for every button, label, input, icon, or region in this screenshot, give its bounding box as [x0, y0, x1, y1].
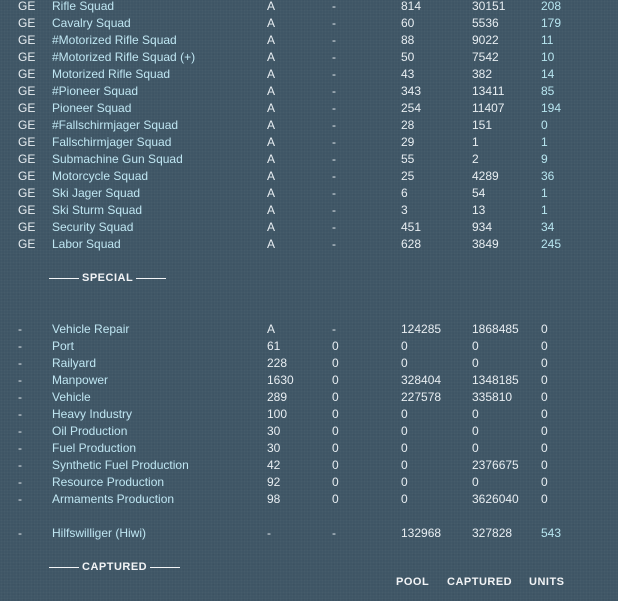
pool-cell: 0 — [401, 356, 408, 370]
exp-cell: 42 — [267, 458, 281, 472]
unit-name-cell: Synthetic Fuel Production — [52, 458, 189, 472]
captured-cell: 54 — [472, 186, 486, 200]
pool-cell: 0 — [401, 424, 408, 438]
table-row[interactable] — [0, 338, 618, 355]
unit-name-cell: Fallschirmjager Squad — [52, 135, 172, 149]
captured-cell: 3849 — [472, 237, 499, 251]
pool-cell: 328404 — [401, 373, 442, 387]
units-cell: 0 — [541, 407, 548, 421]
exp-cell: A — [267, 0, 276, 13]
captured-cell: 0 — [472, 339, 479, 353]
units-cell: 208 — [541, 0, 562, 13]
nation-cell: GE — [18, 186, 36, 200]
unit-name-cell: Manpower — [52, 373, 109, 387]
exp-cell: 289 — [267, 390, 288, 404]
captured-cell: 0 — [472, 441, 479, 455]
table-row[interactable] — [0, 236, 618, 253]
pool-cell: 29 — [401, 135, 415, 149]
captured-cell: 3626040 — [472, 492, 519, 506]
nation-cell: GE — [18, 84, 36, 98]
table-row[interactable] — [0, 491, 618, 508]
unit-name-cell: #Pioneer Squad — [52, 84, 139, 98]
f4-cell: 0 — [332, 492, 339, 506]
spacer — [0, 508, 618, 525]
unit-name-cell: Oil Production — [52, 424, 128, 438]
exp-cell: 61 — [267, 339, 281, 353]
units-cell: 9 — [541, 152, 548, 166]
units-cell: 194 — [541, 101, 562, 115]
units-cell: 179 — [541, 16, 562, 30]
special-heading-row — [0, 270, 618, 287]
captured-heading-row — [0, 559, 618, 576]
unit-name-cell: Armaments Production — [52, 492, 175, 506]
f4-cell: 0 — [332, 441, 339, 455]
unit-name-cell: Hilfswilliger (Hiwi) — [52, 526, 146, 540]
f4-cell: - — [332, 322, 336, 336]
exp-cell: A — [267, 237, 276, 251]
units-cell: 1 — [541, 203, 548, 217]
pool-cell: 343 — [401, 84, 422, 98]
f4-cell: - — [332, 84, 336, 98]
exp-cell: A — [267, 118, 276, 132]
special-section-title: SPECIAL — [46, 270, 169, 287]
pool-cell: 6 — [401, 186, 408, 200]
f4-cell: - — [332, 67, 336, 81]
exp-cell: A — [267, 101, 276, 115]
captured-cell: 0 — [472, 475, 479, 489]
table-row[interactable] — [0, 423, 618, 440]
f4-cell: - — [332, 220, 336, 234]
table-row[interactable] — [0, 474, 618, 491]
nation-cell: GE — [18, 169, 36, 183]
exp-cell: A — [267, 169, 276, 183]
units-cell: 0 — [541, 373, 548, 387]
table-row[interactable] — [0, 440, 618, 457]
table-row[interactable] — [0, 49, 618, 66]
pool-cell: 0 — [401, 339, 408, 353]
captured-cell: 0 — [472, 356, 479, 370]
nation-cell: - — [18, 356, 22, 370]
f4-cell: 0 — [332, 424, 339, 438]
exp-cell: 228 — [267, 356, 288, 370]
exp-cell: A — [267, 33, 276, 47]
captured-cell: 7542 — [472, 50, 499, 64]
special-rows — [0, 321, 618, 508]
pool-cell: 0 — [401, 458, 408, 472]
f4-cell: - — [332, 203, 336, 217]
f4-cell: - — [332, 186, 336, 200]
units-cell: 543 — [541, 526, 562, 540]
table-row[interactable] — [0, 0, 618, 15]
nation-cell: GE — [18, 101, 36, 115]
table-row[interactable] — [0, 100, 618, 117]
units-cell: 0 — [541, 492, 548, 506]
unit-name-cell: Submachine Gun Squad — [52, 152, 183, 166]
table-row[interactable] — [0, 151, 618, 168]
pool-cell: 55 — [401, 152, 415, 166]
f4-cell: 0 — [332, 407, 339, 421]
pool-cell: 0 — [401, 492, 408, 506]
captured-cell: 934 — [472, 220, 493, 234]
pool-cell: 25 — [401, 169, 415, 183]
table-row[interactable] — [0, 389, 618, 406]
nation-cell: - — [18, 526, 22, 540]
captured-cell: 13411 — [472, 84, 505, 98]
pool-cell: 227578 — [401, 390, 442, 404]
pool-cell: 28 — [401, 118, 415, 132]
f4-cell: - — [332, 0, 336, 13]
captured-cell: 11407 — [472, 101, 505, 115]
exp-cell: - — [267, 526, 271, 540]
spacer — [0, 304, 618, 321]
captured-cell: 0 — [472, 424, 479, 438]
f4-cell: 0 — [332, 356, 339, 370]
table-row[interactable] — [0, 372, 618, 389]
units-cell: 1 — [541, 186, 548, 200]
pool-column-header: POOL — [396, 576, 430, 588]
exp-cell: A — [267, 67, 276, 81]
pool-cell: 451 — [401, 220, 422, 234]
nation-cell: - — [18, 339, 22, 353]
captured-cell: 1 — [472, 135, 479, 149]
pool-cell: 60 — [401, 16, 415, 30]
table-row[interactable] — [0, 406, 618, 423]
units-cell: 0 — [541, 424, 548, 438]
unit-name-cell: #Fallschirmjager Squad — [52, 118, 179, 132]
captured-cell: 30151 — [472, 0, 506, 13]
units-cell: 0 — [541, 475, 548, 489]
exp-cell: A — [267, 50, 276, 64]
f4-cell: - — [332, 152, 336, 166]
exp-cell: A — [267, 322, 276, 336]
units-cell: 10 — [541, 50, 555, 64]
exp-cell: 98 — [267, 492, 281, 506]
table-row[interactable] — [0, 134, 618, 151]
units-cell: 34 — [541, 220, 555, 234]
hiwi-row[interactable] — [0, 525, 618, 542]
table-row[interactable] — [0, 321, 618, 338]
f4-cell: - — [332, 33, 336, 47]
units-cell: 0 — [541, 339, 548, 353]
exp-cell: A — [267, 186, 276, 200]
units-column-header: UNITS — [529, 576, 565, 588]
pool-cell: 0 — [401, 407, 408, 421]
f4-cell: - — [332, 16, 336, 30]
unit-name-cell: #Motorized Rifle Squad — [52, 33, 177, 47]
table-row[interactable] — [0, 168, 618, 185]
exp-cell: A — [267, 16, 276, 30]
nation-cell: - — [18, 441, 22, 455]
pool-cell: 132968 — [401, 526, 442, 540]
captured-cell: 151 — [472, 118, 493, 132]
nation-cell: GE — [18, 33, 36, 47]
units-cell: 0 — [541, 390, 548, 404]
f4-cell: 0 — [332, 458, 339, 472]
nation-cell: GE — [18, 203, 36, 217]
squad-rows — [0, 0, 618, 253]
nation-cell: - — [18, 322, 22, 336]
captured-cell: 1868485 — [472, 322, 519, 336]
exp-cell: 100 — [267, 407, 288, 421]
unit-name-cell: Heavy Industry — [52, 407, 133, 421]
nation-cell: - — [18, 424, 22, 438]
nation-cell: GE — [18, 237, 36, 251]
unit-name-cell: Port — [52, 339, 75, 353]
unit-name-cell: Motorcycle Squad — [52, 169, 149, 183]
pool-cell: 254 — [401, 101, 422, 115]
unit-name-cell: Labor Squad — [52, 237, 121, 251]
captured-cell: 9022 — [472, 33, 499, 47]
table-row[interactable] — [0, 185, 618, 202]
nation-cell: - — [18, 373, 22, 387]
exp-cell: A — [267, 203, 276, 217]
nation-cell: GE — [18, 135, 36, 149]
unit-name-cell: Security Squad — [52, 220, 134, 234]
f4-cell: 0 — [332, 475, 339, 489]
f4-cell: - — [332, 101, 336, 115]
f4-cell: - — [332, 526, 336, 540]
table-row[interactable] — [0, 117, 618, 134]
pool-cell: 3 — [401, 203, 408, 217]
captured-section-title: CAPTURED — [46, 559, 183, 576]
spacer — [0, 253, 618, 270]
unit-name-cell: Ski Sturm Squad — [52, 203, 143, 217]
units-cell: 0 — [541, 441, 548, 455]
units-cell: 85 — [541, 84, 555, 98]
unit-name-cell: Ski Jager Squad — [52, 186, 141, 200]
f4-cell: 0 — [332, 339, 339, 353]
units-cell: 14 — [541, 67, 555, 81]
exp-cell: A — [267, 135, 276, 149]
captured-cell: 13 — [472, 203, 486, 217]
nation-cell: - — [18, 390, 22, 404]
table-row[interactable] — [0, 83, 618, 100]
units-cell: 1 — [541, 135, 548, 149]
unit-name-cell: Railyard — [52, 356, 97, 370]
units-cell: 0 — [541, 322, 548, 336]
exp-cell: A — [267, 152, 276, 166]
captured-column-header: CAPTURED — [447, 576, 513, 588]
spacer — [0, 542, 618, 559]
table-row[interactable] — [0, 202, 618, 219]
f4-cell: 0 — [332, 390, 339, 404]
nation-cell: GE — [18, 67, 36, 81]
unit-name-cell: Cavalry Squad — [52, 16, 131, 30]
nation-cell: - — [18, 475, 22, 489]
nation-cell: - — [18, 492, 22, 506]
f4-cell: 0 — [332, 373, 339, 387]
f4-cell: - — [332, 118, 336, 132]
captured-cell: 382 — [472, 67, 493, 81]
nation-cell: GE — [18, 0, 36, 13]
units-cell: 245 — [541, 237, 562, 251]
unit-name-cell: Pioneer Squad — [52, 101, 132, 115]
captured-cell: 5536 — [472, 16, 499, 30]
exp-cell: 1630 — [267, 373, 294, 387]
nation-cell: GE — [18, 50, 36, 64]
f4-cell: - — [332, 169, 336, 183]
exp-cell: A — [267, 84, 276, 98]
exp-cell: 30 — [267, 441, 281, 455]
units-cell: 0 — [541, 458, 548, 472]
table-row[interactable] — [0, 15, 618, 32]
nation-cell: - — [18, 407, 22, 421]
pool-cell: 50 — [401, 50, 415, 64]
unit-name-cell: Motorized Rifle Squad — [52, 67, 171, 81]
captured-cell: 0 — [472, 407, 479, 421]
nation-cell: GE — [18, 152, 36, 166]
unit-name-cell: #Motorized Rifle Squad (+) — [52, 50, 196, 64]
pool-cell: 0 — [401, 475, 408, 489]
nation-cell: GE — [18, 16, 36, 30]
units-cell: 0 — [541, 118, 548, 132]
unit-name-cell: Vehicle Repair — [52, 322, 130, 336]
exp-cell: A — [267, 220, 276, 234]
unit-name-cell: Resource Production — [52, 475, 165, 489]
nation-cell: GE — [18, 118, 36, 132]
captured-cell: 327828 — [472, 526, 513, 540]
captured-cell: 2376675 — [472, 458, 519, 472]
pool-cell: 0 — [401, 441, 408, 455]
unit-name-cell: Fuel Production — [52, 441, 137, 455]
pool-cell: 88 — [401, 33, 415, 47]
table-row[interactable] — [0, 32, 618, 49]
units-cell: 0 — [541, 356, 548, 370]
captured-cell: 4289 — [472, 169, 499, 183]
captured-cell: 335810 — [472, 390, 513, 404]
pool-cell: 43 — [401, 67, 415, 81]
pool-cell: 628 — [401, 237, 422, 251]
table-row[interactable] — [0, 457, 618, 474]
exp-cell: 30 — [267, 424, 281, 438]
table-row[interactable] — [0, 219, 618, 236]
unit-name-cell: Rifle Squad — [52, 0, 115, 13]
nation-cell: - — [18, 458, 22, 472]
unit-name-cell: Vehicle — [52, 390, 91, 404]
captured-cell: 1348185 — [472, 373, 519, 387]
units-cell: 11 — [541, 33, 554, 47]
table-row[interactable] — [0, 66, 618, 83]
table-row[interactable] — [0, 355, 618, 372]
f4-cell: - — [332, 237, 336, 251]
captured-cell: 2 — [472, 152, 479, 166]
f4-cell: - — [332, 50, 336, 64]
exp-cell: 92 — [267, 475, 281, 489]
units-cell: 36 — [541, 169, 555, 183]
pool-cell: 814 — [401, 0, 422, 13]
nation-cell: GE — [18, 220, 36, 234]
spacer — [0, 287, 618, 304]
f4-cell: - — [332, 135, 336, 149]
pool-cell: 124285 — [401, 322, 442, 336]
